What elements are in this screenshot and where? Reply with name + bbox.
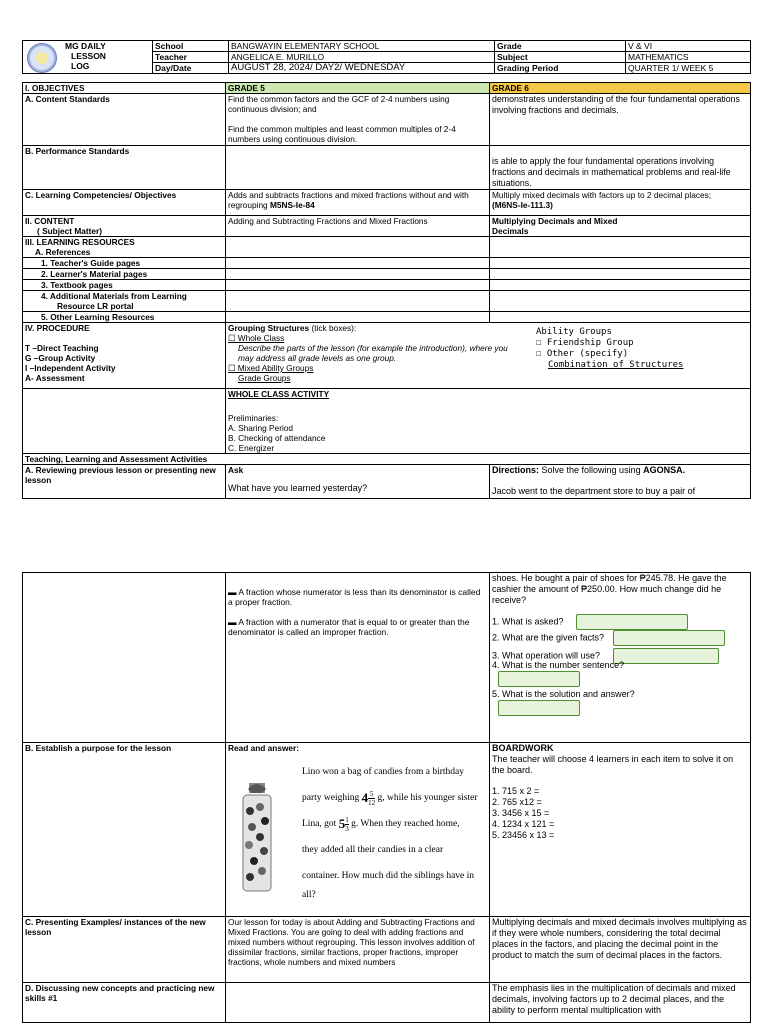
examples-g6: Multiplying decimals and mixed decimals involves multiplying as if they were whole numbers, considering the total decimal places in the factors, and placing the decimal point in the product to match the sum of decimal places in the factors.: [490, 917, 751, 983]
content-standards-g6: demonstrates understanding of the four fundamental operations involving fractions and decimals.: [490, 94, 751, 146]
log-title: MG DAILY: [65, 41, 106, 51]
candy-jar-icon: [240, 781, 274, 893]
fraction-definitions: ▬ A fraction whose numerator is less than its denominator is called a proper fraction. ▬ A fraction with a numerator that is equal to or greater than the denominator is called an improper fraction.: [226, 573, 490, 743]
bullet-icon: ▬: [228, 587, 237, 597]
lesson-log-page-2: [22, 572, 750, 1023]
content-g5: Adding and Subtracting Fractions and Mixed Fractions: [226, 216, 490, 237]
header-table: MG DAILY LESSON LOG School BANGWAYIN ELEMENTARY SCHOOL Grade V & VI Teacher ANGELICA E. MURILLO Subject MATHEMATICS Day/Date AUGUST 28, 2024/ DAY2/ WEDNESDAY Grading Period QUARTER 1/ WEEK 5: [22, 40, 751, 74]
list-item: 5. 23456 x 13 =: [492, 830, 555, 840]
grade5-heading: GRADE 5: [226, 83, 490, 94]
boardwork-list: [492, 786, 748, 841]
answer-box-sentence[interactable]: [498, 671, 580, 687]
grouping-options-right: Ability Groups ☐ Friendship Group ☐ Other (specify) Combination of Structures: [536, 327, 684, 370]
main-table-2: [22, 572, 751, 1023]
mixed-ability-option[interactable]: ☐ Mixed Ability Groups: [228, 363, 314, 373]
answer-box-solution[interactable]: [498, 700, 580, 716]
school-value: BANGWAYIN ELEMENTARY SCHOOL: [229, 41, 495, 52]
list-item: 2. 765 x12 =: [492, 797, 542, 807]
procedure-heading: IV. PROCEDURE T –Direct Teaching G –Group Activity I –Independent Activity A- Assessment: [23, 323, 226, 389]
grade-value: V & VI: [626, 41, 751, 52]
period-value: QUARTER 1/ WEEK 5: [626, 63, 751, 74]
lesson-log-page-1: [22, 40, 750, 499]
purpose-label: B. Establish a purpose for the lesson: [23, 743, 226, 917]
main-table-1: I. OBJECTIVES GRADE 5 GRADE 6 A. Content Standards Find the common factors and the GCF of 2-4 numbers using continuous division; and Find the common multiples and least common multiples of 2-4 numbers using continuous division. demonstrates understanding of the four fundamental operations involving fractions and decimals. B. Performance Standards is able to apply the four fundamental operations involving fractions and decimals in mathematical problems and real-life situations. C. Learning Competencies/ Objectives Adds and subtracts fractions and mixed fractions without and with regrouping M5NS-Ie-84 Multiply mixed decimals with factors up to 2 decimal places; (M6NS-Ie-111.3) II. CONTENT ( Subject Matter) Adding and Subtracting Fractions and Mixed Fractions Multiplying Decimals and Mixed Decimals III. LEARNING RESOURCES A. References 1. Teacher's Guide pages 2. Learner's Material pages 3. Textbook pages 4. Additional Materials from Learning Resource LR portal 5. Other Learning Resources IV. PROCEDURE T –Direct Teaching G –Group Activity I –Independent Activity A- Assessment Grouping Structures (tick boxes): ☐ Whole Class Describe the parts of the lesson (for example the introduction), where you may address all grade levels as one group. ☐ Mixed Ability Groups Grade Groups Ability Groups ☐ Friendship Group ☐ Other (specify) Combination of Structures WHOLE CLASS ACTIVITY Preliminaries: A. Sharing Period B. Checking of attendance C. Energizer Teaching, Learning and Assessment Activities A. Reviewing previous lesson or presenting new lesson Ask What have you learned yesterday? Directions: Solve the following using AGONSA. Jacob went to the department store to buy a pair of: [22, 82, 751, 499]
deped-seal-icon: [27, 43, 57, 73]
answer-box-facts[interactable]: [613, 630, 725, 646]
discussing-g6: The emphasis lies in the multiplication of decimals and mixed decimals, involving factors up to 2 decimal places, and the ability to perform mental multiplication with: [490, 983, 751, 1023]
competency-g6: Multiply mixed decimals with factors up to 2 decimal places; (M6NS-Ie-111.3): [490, 190, 751, 216]
agonsa-problem: shoes. He bought a pair of shoes for ₱245.78. He gave the cashier the amount of ₱250.00. How much change did he receive? 1. What is asked? 2. What are the given facts? 3. What operation will use? 4. What is the number sentence? 5. What is the solution and answer?: [490, 573, 751, 743]
list-item: 4. 1234 x 121 =: [492, 819, 555, 829]
bullet-icon: ▬: [228, 617, 237, 627]
tla-heading: Teaching, Learning and Assessment Activities: [23, 454, 751, 465]
whole-class-option[interactable]: ☐ Whole Class: [228, 333, 285, 343]
friendship-option[interactable]: ☐ Friendship Group: [536, 338, 634, 348]
teacher-value: ANGELICA E. MURILLO: [229, 52, 495, 63]
other-option[interactable]: ☐ Other (specify): [536, 349, 629, 359]
list-item: 1. 715 x 2 =: [492, 786, 540, 796]
discussing-label: D. Discussing new concepts and practicing new skills #1: [23, 983, 226, 1023]
competency-g5: Adds and subtracts fractions and mixed fractions without and with regrouping M5NS-Ie-84: [226, 190, 490, 216]
grade6-heading: GRADE 6: [490, 83, 751, 94]
review-g5: Ask What have you learned yesterday?: [226, 465, 490, 499]
performance-standards-g6: is able to apply the four fundamental operations involving fractions and decimals in mathematical problems and real-life situations.: [490, 146, 751, 190]
candy-story: Lino won a bag of candies from a birthday party weighing 4 $\frac{5}{12}$ g, while his younger sister Lina, got 5 $\frac{1}{3}$ g. When they reached home, they added all their candies in a clear container. How much did the siblings have in all?: [302, 767, 478, 901]
content-heading: II. CONTENT ( Subject Matter): [23, 216, 226, 237]
examples-g5: Our lesson for today is about Adding and Subtracting Fractions and Mixed Fractions. You are going to deal with adding fractions and mixed numbers without regrouping. This lesson involves addition of dissimilar fractions, similar fractions, proper fractions, improper fractions, whole numbers and mixed numbers: [226, 917, 490, 983]
objectives-heading: I. OBJECTIVES: [23, 83, 226, 94]
whole-class-activity: WHOLE CLASS ACTIVITY Preliminaries: A. Sharing Period B. Checking of attendance C. Energizer: [226, 389, 751, 454]
purpose-g5: Read and answer: Lino won a bag of candies from a birthday party weighing 4 $\frac{5}{12}$ g, while his younger sister Lina, got 5 $\frac{1}{3}$ g. When they reached home, they added all their candies in a clear container. How much did the siblings have in all?: [226, 743, 490, 917]
resources-heading: III. LEARNING RESOURCES A. References: [23, 237, 226, 258]
review-lesson-label: A. Reviewing previous lesson or presenting new lesson: [23, 465, 226, 499]
date-value: AUGUST 28, 2024/ DAY2/ WEDNESDAY: [229, 63, 495, 74]
content-g6: Multiplying Decimals and Mixed Decimals: [490, 216, 751, 237]
examples-label: C. Presenting Examples/ instances of the new lesson: [23, 917, 226, 983]
log-title-cell: MG DAILY LESSON LOG: [23, 41, 153, 74]
answer-box-operation[interactable]: [613, 648, 719, 664]
content-standards-g5: Find the common factors and the GCF of 2-4 numbers using continuous division; and Find the common multiples and least common multiples of 2-4 numbers using continuous division.: [226, 94, 490, 146]
review-g6: Directions: Solve the following using AGONSA. Jacob went to the department store to buy a pair of: [490, 465, 751, 499]
grouping-structures: Grouping Structures (tick boxes): ☐ Whole Class Describe the parts of the lesson (for example the introduction), where you may address all grade levels as one group. ☐ Mixed Ability Groups Grade Groups Ability Groups ☐ Friendship Group ☐ Other (specify) Combination of Structures: [226, 323, 751, 389]
subject-value: MATHEMATICS: [626, 52, 751, 63]
answer-box-asked[interactable]: [576, 614, 688, 630]
list-item: 3. 3456 x 15 =: [492, 808, 550, 818]
boardwork-g6: BOARDWORK The teacher will choose 4 learners in each item to solve it on the board. 1. 715 x 2 = 2. 765 x12 = 3. 3456 x 15 = 4. 1234 x 121 = 5. 23456 x 13 =: [490, 743, 751, 917]
